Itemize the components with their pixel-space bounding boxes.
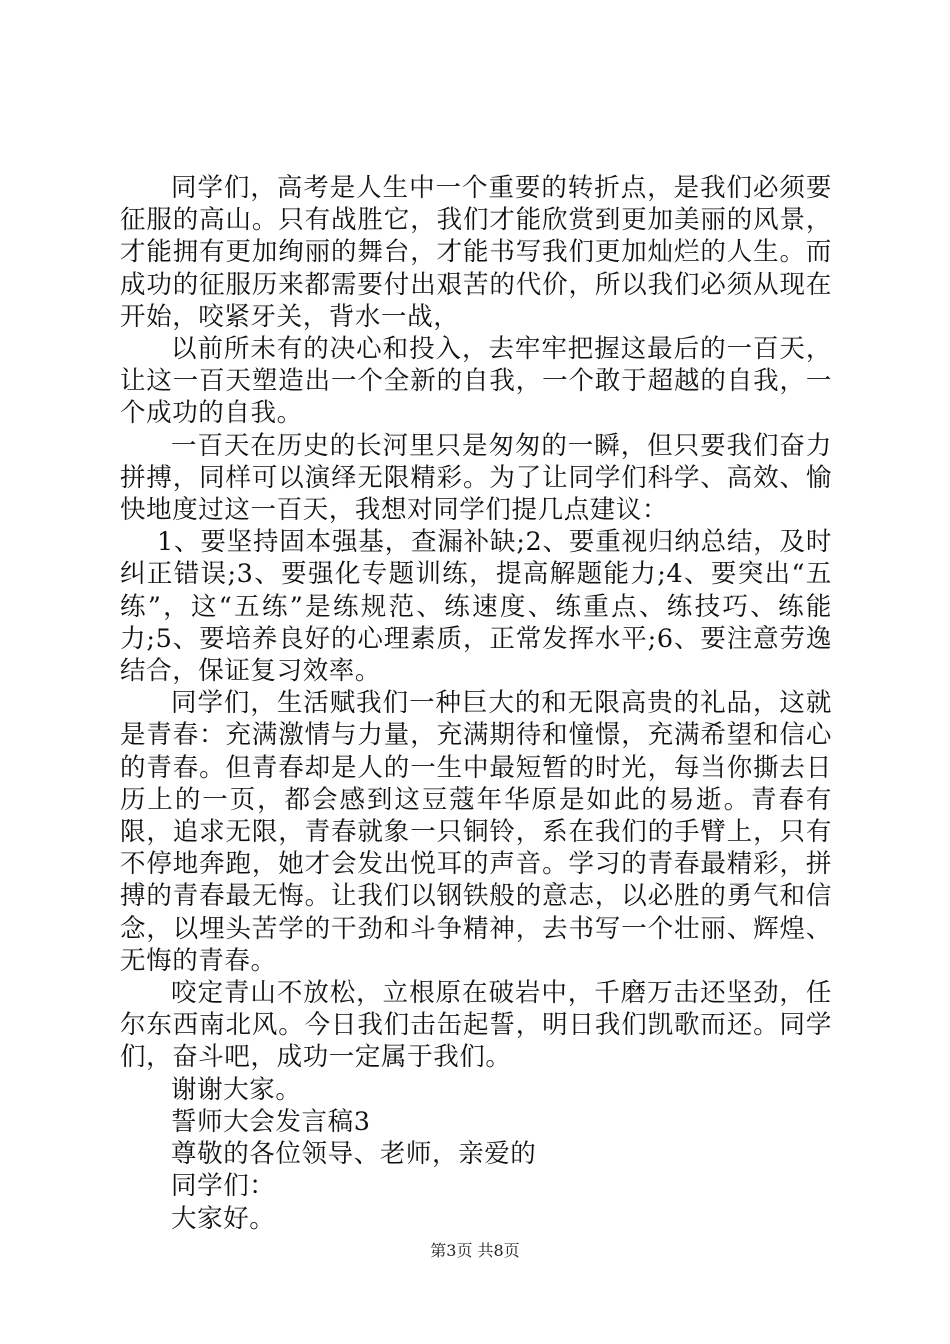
salutation-line-1: 尊敬的各位领导、老师，亲爱的 bbox=[171, 1139, 537, 1170]
paragraph-gaokao-turning-point: 同学们，高考是人生中一个重要的转折点，是我们必须要征服的高山。只有战胜它，我们才能欣赏到更加美丽的风景，才能拥有更加绚丽的舞台，才能书写我们更加灿烂的人生。而成功的征服历来都需要付出艰苦的代价，所以我们必须从现在开始，咬紧牙关，背水一战， bbox=[120, 173, 832, 332]
salutation-line-2: 同学们： bbox=[171, 1171, 276, 1202]
paragraph-suggestions-intro: 一百天在历史的长河里只是匆匆的一瞬，但只要我们奋力拼搏，同样可以演绎无限精彩。为了让同学们科学、高效、愉快地度过这一百天，我想对同学们提几点建议： bbox=[120, 430, 832, 526]
thanks-line: 谢谢大家。 bbox=[171, 1074, 302, 1105]
paragraph-closing-poem: 咬定青山不放松，立根原在破岩中，千磨万击还坚劲，任尔东西南北风。今日我们击缶起誓，明日我们凯歌而还。同学们，奋斗吧，成功一定属于我们。 bbox=[120, 978, 832, 1073]
paragraph-suggestions-list: 1、要坚持固本强基，查漏补缺;2、要重视归纳总结，及时纠正错误;3、要强化专题训练，提高解题能力;4、要突出“五练”，这“五练”是练规范、练速度、练重点、练技巧、练能力;5、要培养良好的心理素质，正常发挥水平;6、要注意劳逸结合，保证复习效率。 bbox=[120, 527, 832, 687]
document-body bbox=[120, 172, 832, 1235]
paragraph-youth: 同学们，生活赋我们一种巨大的和无限高贵的礼品，这就是青春：充满激情与力量，充满期待和憧憬，充满希望和信心的青春。但青春却是人的一生中最短暂的时光，每当你撕去日历上的一页，都会感到这豆蔻年华原是如此的易逝。青春有限，追求无限，青春就象一只铜铃，系在我们的手臂上，只有不停地奔跑，她才会发出悦耳的声音。学习的青春最精彩，拼搏的青春最无悔。让我们以钢铁般的意志，以必胜的勇气和信念，以埋头苦学的干劲和斗争精神，去书写一个壮丽、辉煌、无悔的青春。 bbox=[120, 688, 832, 976]
section-title: 誓师大会发言稿3 bbox=[171, 1106, 371, 1137]
page-number-footer: 第3页 共8页 bbox=[430, 1241, 520, 1260]
greeting-line: 大家好。 bbox=[171, 1203, 276, 1234]
paragraph-last-hundred-days: 以前所未有的决心和投入，去牢牢把握这最后的一百天，让这一百天塑造出一个全新的自我，一个敢于超越的自我，一个成功的自我。 bbox=[120, 334, 832, 429]
